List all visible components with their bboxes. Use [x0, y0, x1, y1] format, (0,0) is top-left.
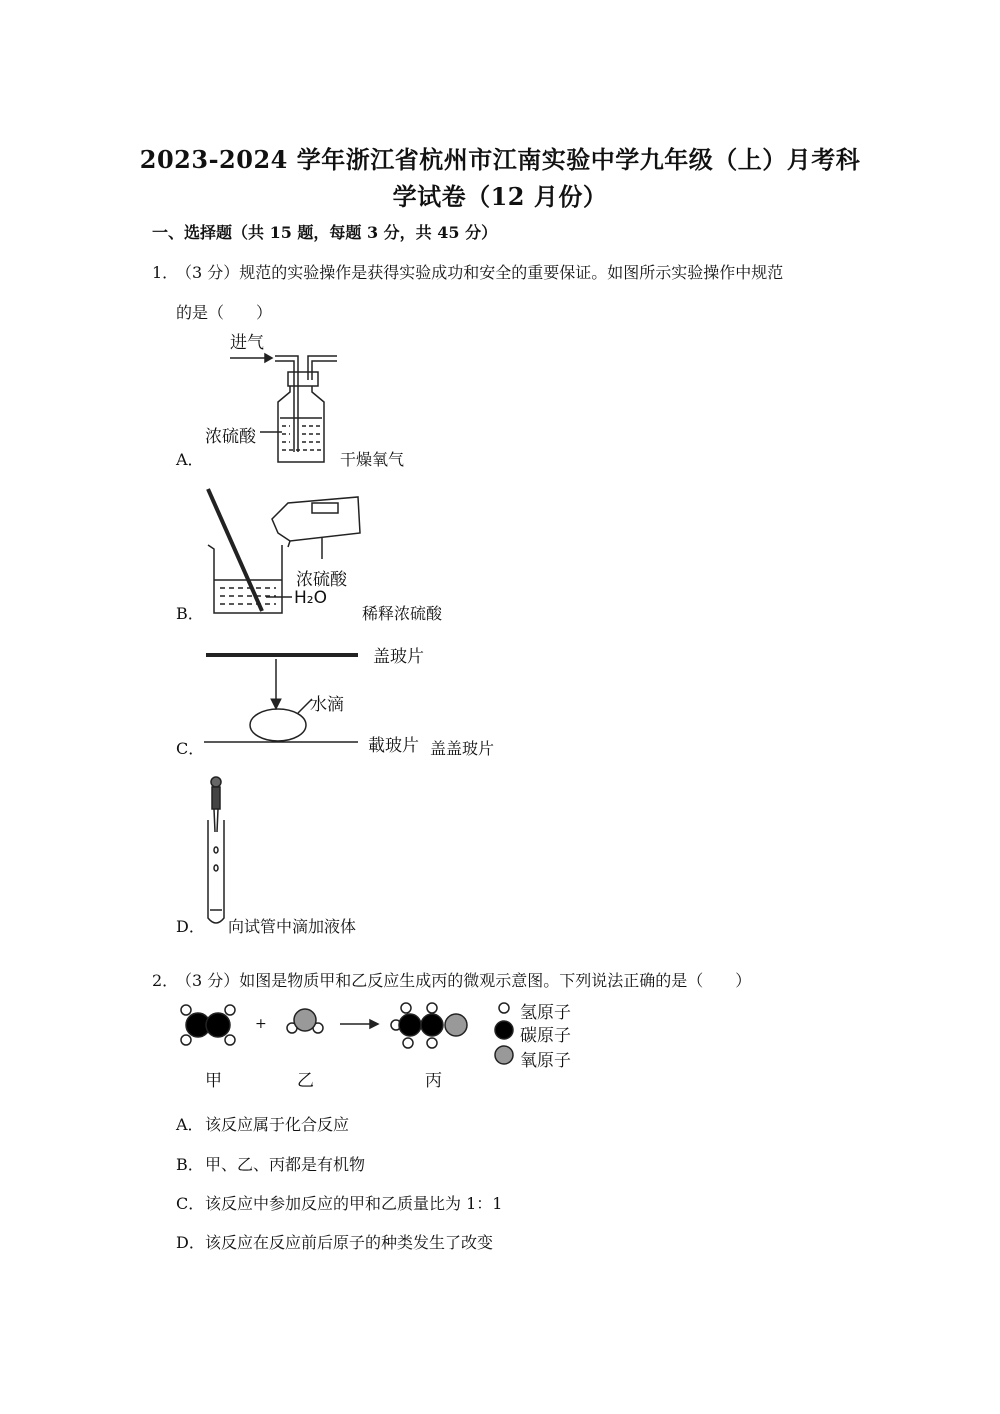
legend-carbon: 碳原子	[520, 1026, 571, 1046]
q2-option-a-letter: A．	[176, 1115, 204, 1134]
q2-option-c-letter: C．	[176, 1194, 205, 1213]
q2-option-d-letter: D．	[176, 1233, 205, 1252]
dropper-test-tube-figure	[200, 770, 240, 930]
slide-label: 載玻片	[368, 736, 419, 756]
page-title-line1: 2023-2024 学年浙江省杭州市江南实验中学九年级（上）月考科	[139, 145, 861, 174]
q2-option-c-text: 该反应中参加反应的甲和乙质量比为 1：1	[205, 1194, 503, 1213]
q1-option-d-caption: 向试管中滴加液体	[228, 917, 357, 936]
q1-stem-line1: （3 分）规范的实验操作是获得实验成功和安全的重要保证。如图所示实验操作中规范	[176, 263, 784, 282]
acid-label-a: 浓硫酸	[205, 427, 256, 447]
page-title-line2: 学试卷（12 月份）	[392, 182, 608, 211]
q1-number: 1．	[152, 263, 179, 282]
q1-option-a-caption: 干燥氧气	[340, 450, 405, 469]
q2-number: 2．	[152, 971, 179, 990]
cover-slip-figure	[200, 645, 370, 755]
q1-option-c-letter: C．	[176, 739, 205, 758]
q2-option-a-text: 该反应属于化合反应	[205, 1115, 350, 1134]
cover-slip-label: 盖玻片	[373, 647, 424, 667]
q1-option-c-caption: 盖盖玻片	[430, 739, 495, 758]
water-label-b: H₂O	[294, 588, 327, 608]
q2-stem: （3 分）如图是物质甲和乙反应生成丙的微观示意图。下列说法正确的是（ ）	[176, 971, 752, 990]
product-label-bing: 丙	[425, 1071, 442, 1091]
q2-option-d-text: 该反应在反应前后原子的种类发生了改变	[205, 1233, 494, 1252]
q1-option-d-letter: D．	[176, 917, 205, 936]
q1-option-b-letter: B．	[176, 604, 204, 623]
q1-option-b-caption: 稀释浓硫酸	[362, 604, 443, 623]
water-drop-label: 水滴	[310, 695, 344, 715]
q1-stem-line2: 的是（ ）	[176, 303, 273, 322]
acid-label-b: 浓硫酸	[296, 570, 347, 590]
gas-in-label: 进气	[230, 333, 264, 353]
legend-hydrogen: 氢原子	[520, 1003, 571, 1023]
reactant-label-jia: 甲	[205, 1071, 222, 1091]
reactant-label-yi: 乙	[297, 1071, 314, 1091]
dilution-beaker-figure	[200, 485, 370, 620]
q2-option-b-text: 甲、乙、丙都是有机物	[205, 1155, 366, 1174]
q2-option-b-letter: B．	[176, 1155, 204, 1174]
plus-sign: +	[255, 1016, 267, 1032]
section-heading: 一、选择题（共 15 题，每题 3 分，共 45 分）	[152, 223, 498, 242]
legend-oxygen: 氧原子	[520, 1051, 571, 1071]
gas-washing-bottle-figure	[200, 340, 350, 470]
q1-option-a-letter: A．	[176, 450, 204, 469]
